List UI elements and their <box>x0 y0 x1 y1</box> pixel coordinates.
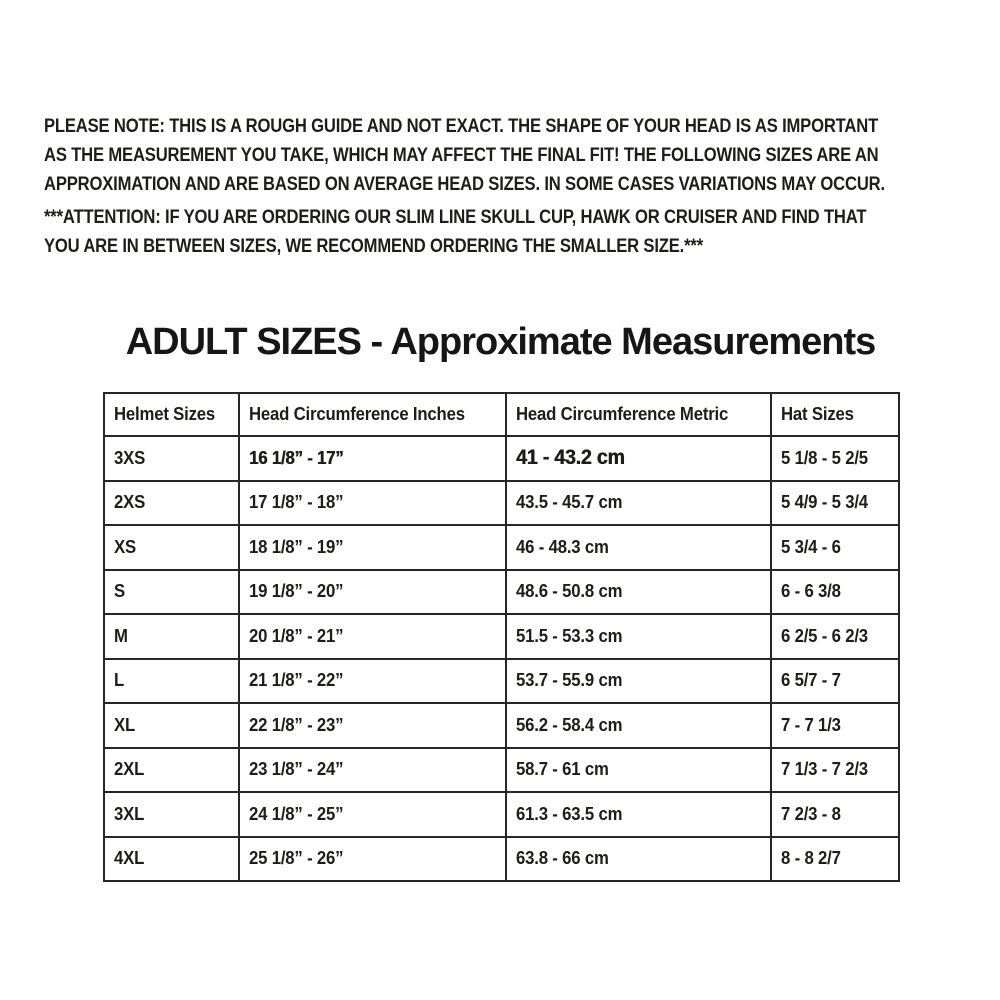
inches-range-cell <box>239 436 506 481</box>
hat-size-value: 7 1/3 - 7 2/3 <box>781 759 868 780</box>
note-line: AS THE MEASUREMENT YOU TAKE, WHICH MAY AFFECT THE FINAL FIT! THE FOLLOWING SIZES ARE AN <box>44 145 879 166</box>
column-header-circumference-inches <box>239 393 506 436</box>
metric-range-value: 48.6 - 50.8 cm <box>516 581 623 602</box>
hat-size-cell <box>771 614 899 659</box>
metric-range-cell <box>506 436 771 481</box>
helmet-size-cell <box>104 481 239 526</box>
inches-range-value: 17 1/8” - 18” <box>249 492 344 513</box>
size-table-header <box>104 393 899 436</box>
inches-range-value: 21 1/8” - 22” <box>249 670 344 691</box>
hat-size-value: 6 5/7 - 7 <box>781 670 841 691</box>
header-row <box>104 393 899 436</box>
metric-range-value: 63.8 - 66 cm <box>516 848 609 869</box>
inches-range-cell <box>239 703 506 748</box>
size-table-container <box>103 392 900 882</box>
hat-size-cell <box>771 792 899 837</box>
hat-size-value: 7 - 7 1/3 <box>781 714 841 735</box>
column-header-label: Helmet Sizes <box>114 404 216 424</box>
page-title: ADULT SIZES - Approximate Measurements <box>125 321 876 363</box>
helmet-size-cell <box>104 748 239 793</box>
inches-range-value: 16 1/8” - 17” <box>249 447 344 468</box>
metric-range-cell <box>506 570 771 615</box>
helmet-size-value: XL <box>114 714 136 735</box>
helmet-size-cell <box>104 703 239 748</box>
table-row <box>104 614 899 659</box>
hat-size-value: 8 - 8 2/7 <box>781 848 841 869</box>
hat-size-cell <box>771 436 899 481</box>
helmet-size-value: 3XS <box>114 447 146 468</box>
metric-range-value: 46 - 48.3 cm <box>516 536 609 557</box>
inches-range-cell <box>239 748 506 793</box>
hat-size-value: 6 2/5 - 6 2/3 <box>781 625 868 646</box>
inches-range-cell <box>239 614 506 659</box>
helmet-size-cell <box>104 659 239 704</box>
note-line: APPROXIMATION AND ARE BASED ON AVERAGE HEAD SIZES. IN SOME CASES VARIATIONS MAY OCCUR. <box>44 174 885 195</box>
helmet-size-value: L <box>114 670 125 691</box>
inches-range-cell <box>239 525 506 570</box>
metric-range-value: 56.2 - 58.4 cm <box>516 714 623 735</box>
table-row <box>104 837 899 882</box>
table-row <box>104 570 899 615</box>
hat-size-cell <box>771 659 899 704</box>
metric-range-cell <box>506 481 771 526</box>
inches-range-value: 25 1/8” - 26” <box>249 848 344 869</box>
hat-size-cell <box>771 837 899 882</box>
table-row <box>104 481 899 526</box>
column-header-hat-sizes <box>771 393 899 436</box>
size-table-body <box>104 436 899 881</box>
helmet-size-value: S <box>114 581 125 602</box>
hat-size-value: 6 - 6 3/8 <box>781 581 841 602</box>
inches-range-cell <box>239 659 506 704</box>
table-row <box>104 659 899 704</box>
helmet-size-cell <box>104 792 239 837</box>
helmet-size-value: XS <box>114 536 136 557</box>
helmet-size-value: M <box>114 625 128 646</box>
metric-range-cell <box>506 525 771 570</box>
column-header-circumference-metric <box>506 393 771 436</box>
table-row <box>104 748 899 793</box>
metric-range-cell <box>506 659 771 704</box>
note-paragraph <box>44 112 1000 199</box>
metric-range-cell <box>506 703 771 748</box>
table-row <box>104 703 899 748</box>
table-row <box>104 792 899 837</box>
column-header-label: Hat Sizes <box>781 404 854 424</box>
attention-paragraph <box>44 203 984 261</box>
metric-range-cell <box>506 748 771 793</box>
helmet-size-value: 2XL <box>114 759 145 780</box>
inches-range-value: 19 1/8” - 20” <box>249 581 344 602</box>
inches-range-cell <box>239 481 506 526</box>
metric-range-value: 53.7 - 55.9 cm <box>516 670 623 691</box>
metric-range-cell <box>506 792 771 837</box>
metric-range-value: 61.3 - 63.5 cm <box>516 803 623 824</box>
column-header-label: Head Circumference Inches <box>249 404 465 424</box>
hat-size-value: 5 3/4 - 6 <box>781 536 841 557</box>
metric-range-cell <box>506 614 771 659</box>
helmet-size-cell <box>104 436 239 481</box>
helmet-size-value: 3XL <box>114 803 145 824</box>
hat-size-value: 5 4/9 - 5 3/4 <box>781 492 868 513</box>
hat-size-value: 7 2/3 - 8 <box>781 803 841 824</box>
metric-range-cell <box>506 837 771 882</box>
inches-range-cell <box>239 570 506 615</box>
table-row <box>104 525 899 570</box>
inches-range-value: 18 1/8” - 19” <box>249 536 344 557</box>
column-header-helmet-sizes <box>104 393 239 436</box>
inches-range-value: 23 1/8” - 24” <box>249 759 344 780</box>
hat-size-cell <box>771 570 899 615</box>
size-table <box>103 392 900 882</box>
hat-size-cell <box>771 525 899 570</box>
helmet-size-cell <box>104 570 239 615</box>
inches-range-value: 24 1/8” - 25” <box>249 803 344 824</box>
note-line: PLEASE NOTE: THIS IS A ROUGH GUIDE AND NOT EXACT. THE SHAPE OF YOUR HEAD IS AS IMPORTANT <box>44 116 879 137</box>
attention-line: ***ATTENTION: IF YOU ARE ORDERING OUR SLIM LINE SKULL CUP, HAWK OR CRUISER AND FIND THAT <box>44 207 867 228</box>
inches-range-value: 20 1/8” - 21” <box>249 625 344 646</box>
inches-range-value: 22 1/8” - 23” <box>249 714 344 735</box>
attention-line: YOU ARE IN BETWEEN SIZES, WE RECOMMEND ORDERING THE SMALLER SIZE.*** <box>44 236 703 257</box>
hat-size-cell <box>771 748 899 793</box>
inches-range-cell <box>239 792 506 837</box>
helmet-size-cell <box>104 837 239 882</box>
metric-range-value: 41 - 43.2 cm <box>516 446 625 470</box>
metric-range-value: 58.7 - 61 cm <box>516 759 609 780</box>
hat-size-cell <box>771 481 899 526</box>
metric-range-value: 43.5 - 45.7 cm <box>516 492 623 513</box>
metric-range-value: 51.5 - 53.3 cm <box>516 625 623 646</box>
helmet-size-cell <box>104 614 239 659</box>
column-header-label: Head Circumference Metric <box>516 404 729 424</box>
table-row <box>104 436 899 481</box>
helmet-size-cell <box>104 525 239 570</box>
hat-size-value: 5 1/8 - 5 2/5 <box>781 447 868 468</box>
inches-range-cell <box>239 837 506 882</box>
helmet-size-value: 2XS <box>114 492 146 513</box>
hat-size-cell <box>771 703 899 748</box>
helmet-size-value: 4XL <box>114 848 145 869</box>
